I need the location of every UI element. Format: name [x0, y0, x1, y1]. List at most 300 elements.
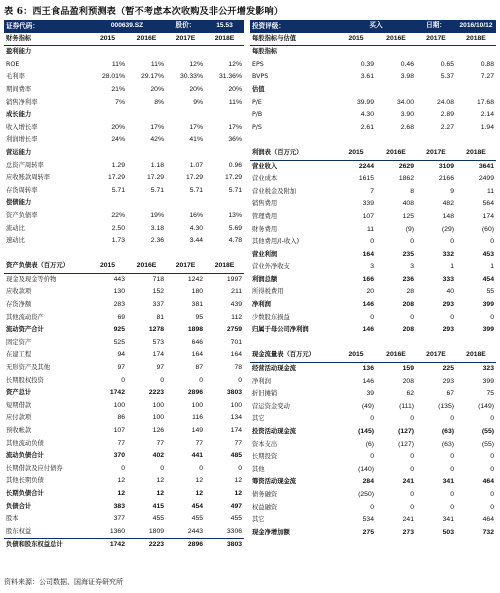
row-value: 2018E [456, 147, 496, 160]
row-value [376, 134, 416, 147]
row-label: 归属于母公司净利润 [252, 326, 309, 334]
row-value: 1278 [148, 326, 165, 334]
row-value: 0 [370, 238, 374, 246]
row-value [205, 197, 244, 210]
row-value: 12 [195, 477, 204, 485]
table-row [4, 312, 244, 325]
row-value: (55) [481, 428, 494, 435]
row-value: 95 [195, 313, 204, 321]
table-row [250, 286, 496, 299]
row-value: 455 [230, 515, 243, 523]
row-value: 4.30 [360, 111, 374, 119]
table-row [4, 71, 244, 84]
row-label: 利润表（百万元） [250, 147, 336, 160]
row-value: 2629 [398, 162, 414, 170]
table-row [4, 46, 244, 59]
row-value: 3 [370, 263, 374, 271]
row-value: 925 [113, 326, 125, 334]
row-value: 1.73 [111, 237, 125, 245]
table-row [250, 71, 496, 84]
table-row [4, 450, 244, 463]
row-value: 0 [121, 464, 125, 472]
date: 2016/10/12 [456, 20, 496, 33]
row-value: 339 [362, 200, 374, 208]
row-value: 482 [442, 200, 454, 208]
row-value [166, 197, 205, 210]
table-row [250, 349, 496, 362]
row-value [416, 337, 456, 350]
row-value: 12 [156, 477, 165, 485]
row-value: 0.65 [440, 60, 454, 68]
table-row [4, 172, 244, 185]
row-value: 337 [152, 301, 165, 309]
row-value: 100 [191, 401, 204, 409]
table-row [250, 122, 496, 135]
row-value: 97 [156, 364, 165, 372]
row-value: 20 [366, 288, 374, 296]
row-value: 7.27 [480, 73, 494, 81]
row-value: 464 [482, 516, 494, 524]
row-value [88, 147, 127, 160]
table-row [250, 274, 496, 287]
row-value: 0 [450, 503, 454, 511]
row-label: 营业收入 [252, 162, 278, 170]
row-value: 8 [410, 187, 414, 195]
row-value [416, 46, 456, 59]
table-row [250, 439, 496, 452]
row-value: 3.18 [150, 224, 165, 232]
row-label: 存货净额 [6, 301, 32, 309]
row-label: 利润总额 [252, 275, 278, 283]
row-value: 94 [117, 351, 125, 359]
row-label: 毛利率 [6, 73, 25, 81]
row-value: 332 [442, 250, 454, 258]
row-value: 11 [366, 225, 374, 233]
row-value: 293 [442, 326, 454, 334]
row-value [166, 46, 205, 59]
row-value: 12% [228, 60, 243, 68]
row-value: 208 [402, 301, 414, 309]
table-row [4, 526, 244, 539]
row-label: 净利润 [252, 377, 271, 385]
row-value: 3306 [226, 527, 243, 535]
row-value: 12 [195, 489, 204, 497]
table-row [4, 109, 244, 122]
row-value: 75 [486, 390, 494, 398]
row-value [456, 84, 496, 97]
row-value: 2223 [148, 389, 165, 397]
row-value: 9% [193, 98, 204, 106]
row-value: 1.07 [189, 161, 204, 169]
row-label: P/S [252, 123, 262, 131]
row-label: 营业利润 [252, 250, 278, 258]
row-value: 241 [402, 478, 414, 486]
row-label: 现金净增加额 [252, 528, 290, 536]
row-value: 166 [362, 275, 374, 283]
row-value: 19% [150, 211, 165, 219]
table-row [4, 122, 244, 135]
row-value: 87 [195, 364, 204, 372]
row-value: 11 [486, 187, 494, 195]
row-value: 2166 [438, 175, 454, 183]
row-label: 每股指标与估值 [250, 33, 336, 46]
row-value: 211 [231, 288, 243, 296]
row-label: 其他长期负债 [6, 477, 44, 485]
row-value: 5.71 [228, 186, 243, 194]
row-label: P/B [252, 111, 263, 119]
row-value [456, 337, 496, 350]
row-label: ROE [6, 60, 20, 68]
table-row [4, 324, 244, 337]
row-value: 2.89 [440, 111, 454, 119]
table-row [4, 299, 244, 312]
row-value: 383 [113, 502, 125, 510]
table-row [4, 84, 244, 97]
row-label: 资产负债表（百万元） [4, 260, 88, 273]
table-row [4, 286, 244, 299]
table-row [4, 33, 244, 46]
row-value: (49) [361, 402, 374, 410]
row-value: 0 [370, 415, 374, 423]
row-label: EPS [252, 60, 264, 68]
row-value: 2016E [127, 260, 166, 273]
row-value [166, 248, 205, 261]
row-value: 2499 [478, 175, 494, 183]
table-row [4, 438, 244, 451]
table-row [250, 476, 496, 489]
row-value: 164 [230, 351, 243, 359]
table-row [250, 401, 496, 414]
row-label: 其它 [252, 516, 265, 524]
row-value [416, 84, 456, 97]
row-value: 112 [231, 313, 243, 321]
row-value [416, 134, 456, 147]
table-row [250, 527, 496, 540]
row-value [336, 46, 376, 59]
row-value: 77 [117, 439, 125, 447]
row-label: 流动资产合计 [6, 326, 44, 334]
row-value: 0 [490, 465, 494, 473]
table-row [4, 362, 244, 375]
row-value: (145) [358, 428, 374, 435]
row-value: 3.61 [360, 73, 374, 81]
row-value: 164 [362, 250, 374, 258]
row-value: 17% [189, 123, 204, 131]
row-value: 24% [111, 136, 125, 144]
row-label: 负债和股东权益总计 [4, 539, 88, 552]
row-value: 20% [111, 123, 125, 131]
row-value: 2017E [166, 33, 205, 46]
row-value: 3109 [438, 162, 454, 170]
row-value: 2016E [376, 147, 416, 160]
row-label: 财务指标 [4, 33, 88, 46]
row-label: 权益融资 [252, 503, 278, 511]
row-value [127, 248, 166, 261]
row-value: 17.29 [225, 174, 243, 182]
row-value: 7% [115, 98, 125, 106]
row-value: (6) [365, 440, 374, 448]
row-label: 流动比 [6, 224, 25, 232]
row-label: 折旧摊销 [252, 390, 278, 398]
row-value: 370 [113, 452, 125, 460]
table-row [250, 147, 496, 160]
row-value: 0 [238, 464, 243, 472]
row-value: 0 [450, 490, 454, 498]
row-value: 146 [362, 377, 374, 385]
table-row [4, 463, 244, 476]
row-value: 42% [150, 136, 165, 144]
row-value: 28 [406, 288, 414, 296]
table-row [250, 324, 496, 337]
row-value: 11% [150, 60, 165, 68]
row-label: 流动负债合计 [6, 452, 44, 460]
row-value: 293 [442, 377, 454, 385]
row-value: 107 [362, 212, 374, 220]
row-value: 701 [230, 338, 243, 346]
table-row [250, 363, 496, 376]
row-value: 81 [156, 313, 165, 321]
row-value [205, 248, 244, 261]
row-value: 5.69 [228, 224, 243, 232]
row-value [205, 109, 244, 122]
row-value: (149) [478, 402, 494, 410]
table-row [250, 413, 496, 426]
row-value: 39.99 [356, 98, 374, 106]
valuation-income-cashflow-table [250, 20, 496, 539]
row-label: 期间费率 [6, 85, 32, 93]
row-label: 固定资产 [6, 338, 32, 346]
row-label: 营业成本 [252, 175, 278, 183]
row-value: 28.01% [101, 73, 125, 81]
row-value: 21% [111, 85, 125, 93]
row-value: 31.36% [218, 73, 243, 81]
row-label: 净利润 [252, 301, 271, 309]
row-value: 2.27 [440, 123, 454, 131]
row-value: 2016E [127, 33, 166, 46]
row-label: 经营活动现金流 [252, 365, 297, 373]
row-value: 12 [117, 477, 125, 485]
row-value: 134 [230, 414, 243, 422]
row-value: 20% [189, 85, 204, 93]
row-value: 9 [450, 187, 454, 195]
table-row [4, 501, 244, 514]
row-value [456, 134, 496, 147]
row-value: 455 [191, 515, 204, 523]
row-value: 2.36 [150, 237, 165, 245]
row-label: 应付款项 [6, 414, 32, 422]
row-value: 22% [111, 211, 125, 219]
row-label: 销售费用 [252, 200, 278, 208]
row-value: 0 [199, 464, 204, 472]
row-value [127, 197, 166, 210]
row-value: 30.33% [179, 73, 204, 81]
row-value: 503 [442, 528, 454, 536]
row-value: 241 [402, 516, 414, 524]
row-label [250, 337, 336, 350]
row-value [88, 46, 127, 59]
row-label: 销售净利率 [6, 98, 38, 106]
row-value: 235 [402, 250, 414, 258]
table-row [4, 539, 244, 552]
row-value: 1862 [398, 175, 414, 183]
row-value: 0 [450, 238, 454, 246]
row-value: 2244 [358, 162, 374, 170]
price: 15.53 [205, 20, 244, 33]
row-value: (250) [358, 490, 374, 498]
row-label: 其他流动资产 [6, 313, 44, 321]
table-row [250, 173, 496, 186]
row-value: 441 [191, 452, 204, 460]
row-value: (135) [438, 402, 454, 410]
table-row [250, 224, 496, 237]
right-header-row [250, 20, 496, 33]
row-label: 筹资活动现金流 [252, 478, 297, 486]
row-value: 136 [362, 365, 374, 373]
row-value: 293 [442, 301, 454, 309]
row-value: 1742 [88, 539, 127, 552]
rating-label: 投资评级： [250, 20, 336, 33]
row-value: 1 [490, 263, 494, 271]
row-value: 0 [490, 490, 494, 498]
row-value: 464 [482, 478, 494, 486]
row-label: 估值 [252, 85, 265, 93]
row-label: 其他费用/(-收入) [252, 238, 300, 246]
row-label: 长期股权投资 [6, 376, 44, 384]
row-value: (111) [399, 402, 414, 410]
row-value: 439 [230, 301, 243, 309]
row-value: 12 [234, 477, 243, 485]
row-value: 78 [234, 364, 243, 372]
row-value: (29) [441, 225, 454, 233]
row-label: 应收账款周转率 [6, 174, 51, 182]
row-value: 3.44 [189, 237, 204, 245]
rating: 买入 [336, 20, 416, 33]
row-value: 273 [402, 528, 414, 536]
row-value: 69 [117, 313, 125, 321]
row-value: 485 [230, 452, 243, 460]
row-value: 0.46 [400, 60, 414, 68]
table-row [250, 464, 496, 477]
row-label: 长期负债合计 [6, 489, 44, 497]
row-label [4, 248, 88, 261]
table-title: 表 6：西王食品盈利预测表（暂不考虑本次收购及非公开增发影响） [4, 6, 284, 17]
row-value: 2443 [187, 527, 204, 535]
financial-ratios-balance-sheet-table [4, 20, 244, 552]
row-value: 1.29 [111, 161, 125, 169]
row-value: 0 [410, 490, 414, 498]
table-row [250, 186, 496, 199]
row-label: 成长能力 [6, 111, 32, 119]
row-value: 0 [490, 313, 494, 321]
row-value: 402 [152, 452, 165, 460]
table-row [4, 223, 244, 236]
table-row [250, 261, 496, 274]
row-value: 17% [150, 123, 165, 131]
row-value: 497 [230, 502, 243, 510]
stock-code-label: 证券代码： [4, 20, 88, 33]
row-label: 营运资金变动 [252, 402, 290, 410]
row-value: 2223 [127, 539, 166, 552]
table-row [4, 475, 244, 488]
row-label: 资产总计 [6, 389, 32, 397]
table-row [4, 412, 244, 425]
row-value [336, 84, 376, 97]
row-value: 0 [160, 376, 165, 384]
row-value: 17.29 [107, 174, 125, 182]
row-value: (63) [441, 428, 454, 435]
row-value: 283 [113, 301, 125, 309]
row-value: 2017E [416, 349, 456, 362]
row-value: 0 [490, 238, 494, 246]
row-label: 负债合计 [6, 502, 32, 510]
row-value: 5.71 [111, 186, 125, 194]
row-label: 其它 [252, 415, 265, 423]
row-value: 17.29 [147, 174, 165, 182]
row-label: 少数股东损益 [252, 313, 290, 321]
row-value: 208 [402, 377, 414, 385]
row-label: 股东权益 [6, 527, 32, 535]
row-label: 现金及现金等价物 [6, 275, 57, 283]
table-row [250, 388, 496, 401]
row-value: 2016E [376, 349, 416, 362]
row-value: (127) [398, 440, 414, 448]
table-row [4, 375, 244, 388]
row-value [166, 109, 205, 122]
row-value: 0 [410, 313, 414, 321]
row-value: 1 [450, 263, 454, 271]
table-row [250, 451, 496, 464]
row-label: 资产负债率 [6, 211, 38, 219]
row-value: 8% [154, 98, 165, 106]
row-label: 管理费用 [252, 212, 278, 220]
row-value: 0 [490, 503, 494, 511]
row-value: 1742 [109, 389, 125, 397]
row-value: 525 [113, 338, 125, 346]
row-value: 149 [191, 427, 204, 434]
row-value: 13% [228, 211, 243, 219]
row-value: 12 [234, 489, 243, 497]
row-value: 12 [117, 489, 125, 497]
row-value: 2017E [166, 260, 205, 273]
row-value: 2017E [416, 147, 456, 160]
row-value: 399 [482, 377, 494, 385]
table-row [4, 513, 244, 526]
row-value: 86 [117, 414, 125, 422]
row-value: 17% [228, 123, 243, 131]
row-value: 455 [152, 515, 165, 523]
date-label: 日期： [416, 20, 456, 33]
row-value: 1809 [148, 527, 165, 535]
row-label [250, 134, 336, 147]
row-value: 100 [152, 414, 165, 422]
table-row [250, 160, 496, 173]
row-value: 180 [191, 288, 204, 296]
row-value: 2759 [226, 326, 243, 334]
row-value: 534 [362, 516, 374, 524]
row-value: 39 [366, 390, 374, 398]
row-value: 116 [192, 414, 204, 422]
table-row [4, 488, 244, 501]
row-value: 341 [442, 478, 454, 486]
row-value: 100 [230, 401, 243, 409]
table-row [4, 147, 244, 160]
row-value: 0 [410, 453, 414, 461]
stock-code: 000639.SZ [88, 20, 166, 33]
row-value: 40 [446, 288, 454, 296]
row-value [205, 46, 244, 59]
row-value: 399 [482, 301, 494, 309]
row-value: 0 [450, 465, 454, 473]
